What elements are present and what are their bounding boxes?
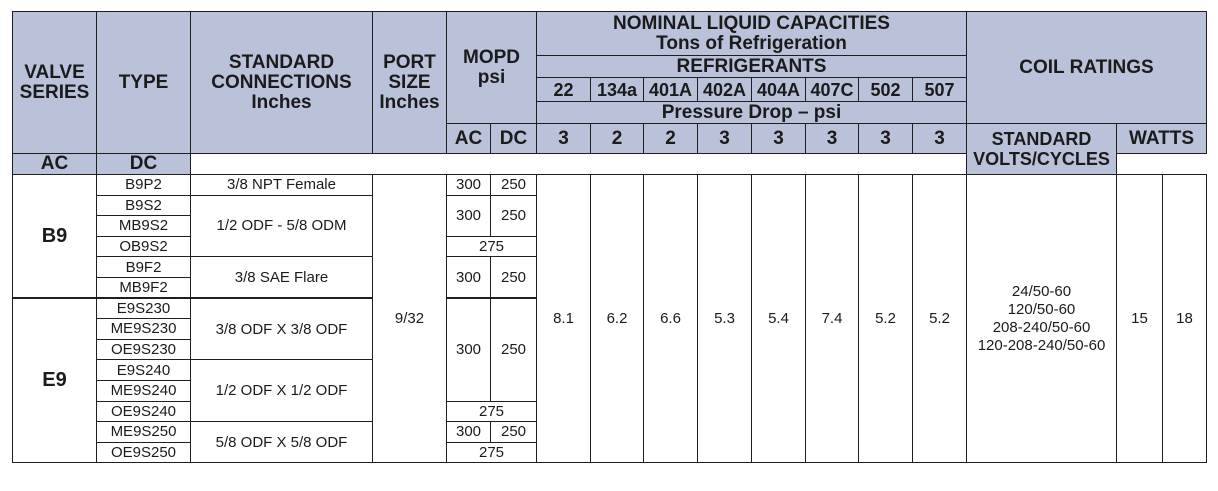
type-cell: ME9S230 (97, 319, 191, 340)
mopd-combined-cell: 275 (447, 442, 537, 463)
capacity-134a: 6.2 (591, 175, 644, 463)
series-e9: E9 (13, 298, 97, 463)
header-standard-volts: STANDARD VOLTS/CYCLES (967, 124, 1117, 175)
table-row (13, 175, 1207, 196)
nominal-subtitle: Tons of Refrigeration (656, 32, 847, 54)
refrigerant-404a: 404A (752, 78, 806, 102)
header-refrigerants: REFRIGERANTS (537, 56, 967, 78)
type-cell: ME9S250 (97, 422, 191, 443)
watts-dc-cell: 18 (1163, 175, 1207, 463)
type-cell: B9S2 (97, 195, 191, 216)
header-watts: WATTS (1117, 124, 1207, 154)
capacity-407c: 7.4 (806, 175, 859, 463)
pressure-drop-407c: 3 (806, 124, 859, 154)
type-cell: E9S240 (97, 360, 191, 381)
header-mopd-ac: AC (447, 124, 491, 154)
pressure-drop-507: 3 (913, 124, 967, 154)
header-port-size: PORT SIZE Inches (373, 12, 447, 154)
mopd-ac-cell: 300 (447, 298, 491, 401)
type-cell: OB9S2 (97, 236, 191, 257)
pressure-drop-134a: 2 (591, 124, 644, 154)
table-header (13, 12, 1207, 175)
pressure-drop-401a: 2 (644, 124, 698, 154)
mopd-combined-cell: 275 (447, 401, 537, 422)
nominal-title: NOMINAL LIQUID CAPACITIES (613, 12, 890, 34)
refrigerant-402a: 402A (698, 78, 752, 102)
header-nominal-capacities (537, 12, 967, 56)
connection-cell: 3/8 NPT Female (191, 175, 373, 196)
type-cell: MB9S2 (97, 216, 191, 237)
mopd-ac-cell: 300 (447, 422, 491, 443)
specification-table (12, 11, 1207, 463)
pressure-drop-502: 3 (859, 124, 913, 154)
type-cell: B9P2 (97, 175, 191, 196)
header-pressure-drop: Pressure Drop – psi (537, 102, 967, 124)
connection-cell: 5/8 ODF X 5/8 ODF (191, 422, 373, 463)
connection-cell: 1/2 ODF - 5/8 ODM (191, 195, 373, 257)
capacity-502: 5.2 (859, 175, 913, 463)
header-watts-dc: DC (97, 154, 191, 175)
header-coil-ratings: COIL RATINGS (967, 12, 1207, 124)
mopd-dc-cell: 250 (491, 257, 537, 298)
port-size-cell: 9/32 (373, 175, 447, 463)
header-mopd-dc: DC (491, 124, 537, 154)
refrigerant-401a: 401A (644, 78, 698, 102)
header-valve-series: VALVE SERIES (13, 12, 97, 154)
capacity-402a: 5.3 (698, 175, 752, 463)
pressure-drop-402a: 3 (698, 124, 752, 154)
table-body (13, 175, 1207, 463)
refrigerant-22: 22 (537, 78, 591, 102)
header-type: TYPE (97, 12, 191, 154)
refrigerant-407c: 407C (806, 78, 859, 102)
series-b9: B9 (13, 175, 97, 299)
mopd-ac-cell: 300 (447, 257, 491, 298)
mopd-dc-cell: 250 (491, 422, 537, 443)
capacity-401a: 6.6 (644, 175, 698, 463)
type-cell: B9F2 (97, 257, 191, 278)
refrigerant-502: 502 (859, 78, 913, 102)
type-cell: ME9S240 (97, 380, 191, 401)
type-cell: OE9S240 (97, 401, 191, 422)
capacity-507: 5.2 (913, 175, 967, 463)
connection-cell: 3/8 ODF X 3/8 ODF (191, 298, 373, 360)
mopd-dc-cell: 250 (491, 175, 537, 196)
mopd-dc-cell: 250 (491, 195, 537, 236)
mopd-dc-cell: 250 (491, 298, 537, 401)
refrigerant-507: 507 (913, 78, 967, 102)
mopd-ac-cell: 300 (447, 175, 491, 196)
volts-cycles-cell: 24/50-60 120/50-60 208-240/50-60 120-208-240/50-60 (967, 175, 1117, 463)
connection-cell: 3/8 SAE Flare (191, 257, 373, 298)
pressure-drop-22: 3 (537, 124, 591, 154)
pressure-drop-404a: 3 (752, 124, 806, 154)
type-cell: MB9F2 (97, 277, 191, 298)
header-watts-ac: AC (13, 154, 97, 175)
capacity-22: 8.1 (537, 175, 591, 463)
connection-cell: 1/2 ODF X 1/2 ODF (191, 360, 373, 422)
mopd-ac-cell: 300 (447, 195, 491, 236)
type-cell: OE9S230 (97, 339, 191, 360)
watts-ac-cell: 15 (1117, 175, 1163, 463)
type-cell: OE9S250 (97, 442, 191, 463)
type-cell: E9S230 (97, 298, 191, 319)
header-standard-connections: STANDARD CONNECTIONS Inches (191, 12, 373, 154)
refrigerant-134a: 134a (591, 78, 644, 102)
mopd-combined-cell: 275 (447, 236, 537, 257)
capacity-404a: 5.4 (752, 175, 806, 463)
header-mopd: MOPD psi (447, 12, 537, 124)
